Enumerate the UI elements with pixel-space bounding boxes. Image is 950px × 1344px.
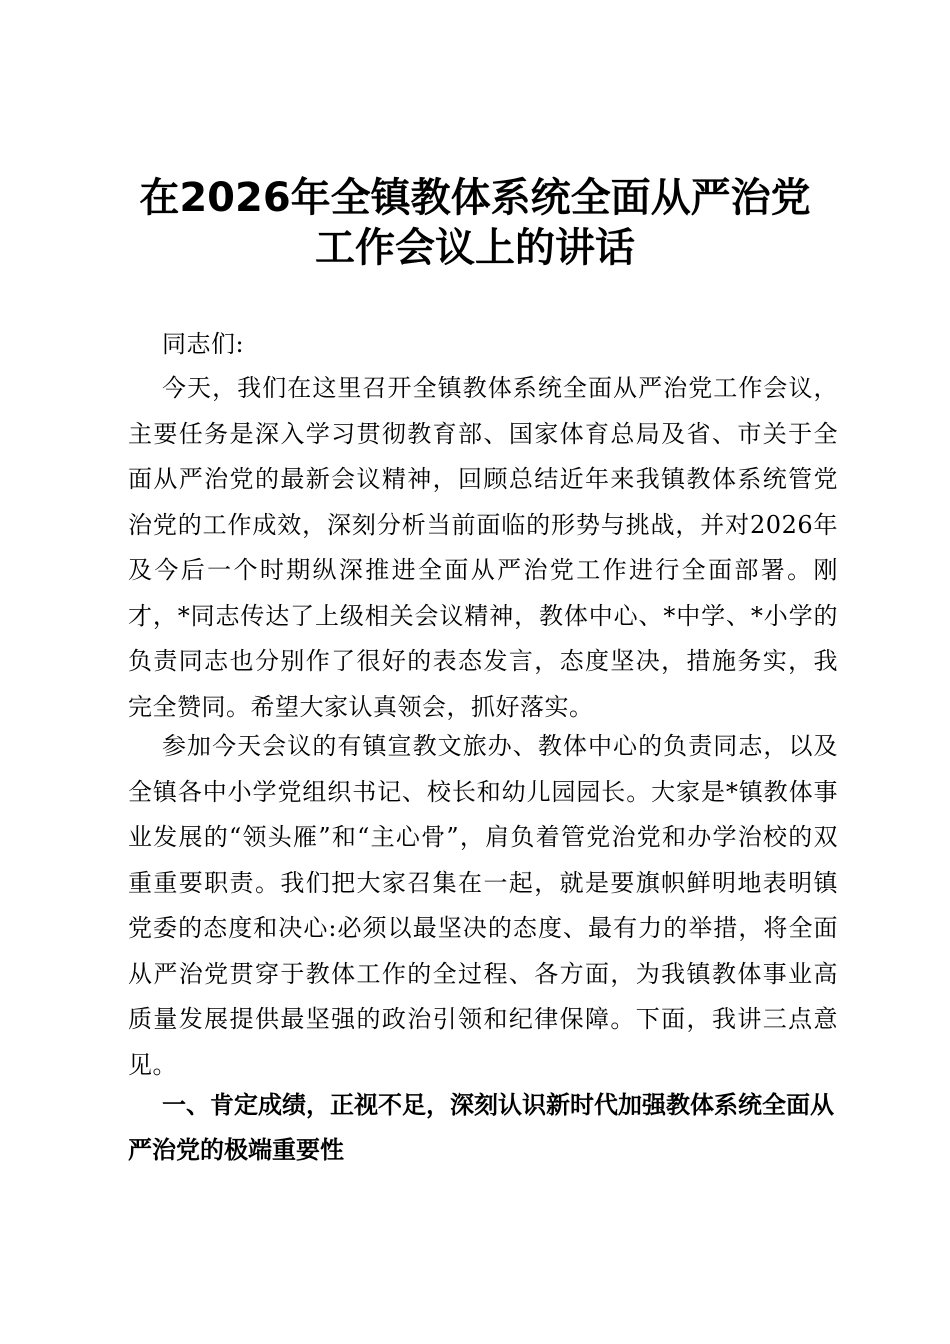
section-heading-1: 一、肯定成绩，正视不足，深刻认识新时代加强教体系统全面从严治党的极端重要性 bbox=[128, 1091, 834, 1164]
paragraph-1: 今天，我们在这里召开全镇教体系统全面从严治党工作会议，主要任务是深入学习贯彻教育部、国家体育总局及省、市关于全面从严治党的最新会议精神，回顾总结近年来我镇教体系统管党治党的工作成效，深刻分析当前面临的形势与挑战，并对2026年及今后一个时期纵深推进全面从严治党工作进行全面部署。刚才，*同志传达了上级相关会议精神，教体中心、*中学、*小学的负责同志也分别作了很好的表态发言，态度坚决，措施务实，我完全赞同。希望大家认真领会，抓好落实。 bbox=[128, 374, 838, 721]
salutation: 同志们: bbox=[162, 330, 245, 358]
document-title-line1: 在2026年全镇教体系统全面从严治党 bbox=[139, 175, 811, 221]
paragraph-2: 参加今天会议的有镇宣教文旅办、教体中心的负责同志，以及全镇各中小学党组织书记、校长和幼儿园园长。大家是*镇教体事业发展的“领头雁”和“主心骨”，肩负着管党治党和办学治校的双重重要职责。我们把大家召集在一起，就是要旗帜鲜明地表明镇党委的态度和决心:必须以最坚决的态度、最有力的举措，将全面从严治党贯穿于教体工作的全过程、各方面，为我镇教体事业高质量发展提供最坚强的政治引领和纪律保障。下面，我讲三点意见。 bbox=[128, 732, 838, 1079]
document-title-line2: 工作会议上的讲话 bbox=[315, 225, 635, 271]
